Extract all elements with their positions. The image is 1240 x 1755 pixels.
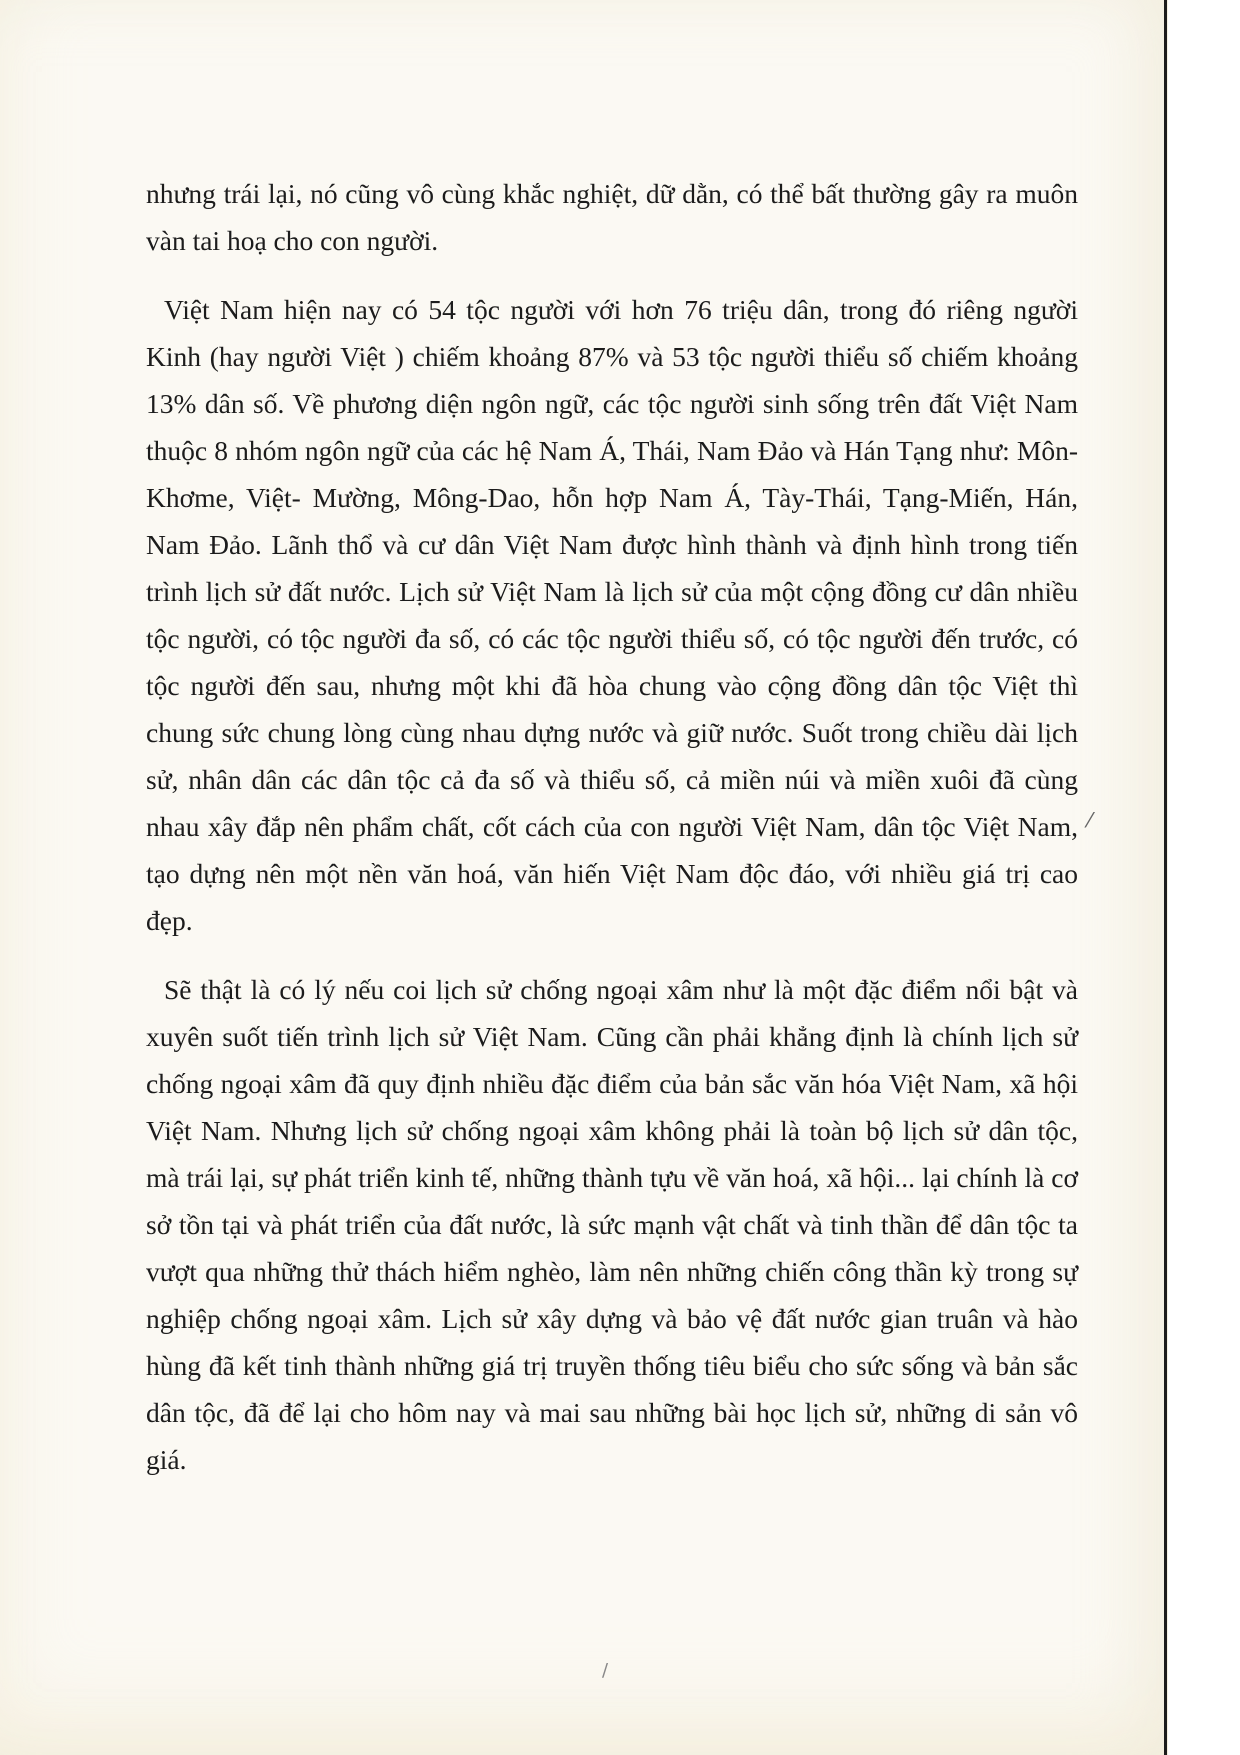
body-text	[146, 170, 1078, 1483]
paragraph-ethnic-groups: Việt Nam hiện nay có 54 tộc người với hơn 76 triệu dân, trong đó riêng người Kinh (hay người Việt ) chiếm khoảng 87% và 53 tộc người thiểu số chiếm khoảng 13% dân số. Về phương diện ngôn ngữ, các tộc người sinh sống trên đất Việt Nam thuộc 8 nhóm ngôn ngữ của các hệ Nam Á, Thái, Nam Đảo và Hán Tạng như: Môn- Khơme, Việt- Mường, Mông-Dao, hỗn hợp Nam Á, Tày-Thái, Tạng-Miến, Hán, Nam Đảo. Lãnh thổ và cư dân Việt Nam được hình thành và định hình trong tiến trình lịch sử đất nước. Lịch sử Việt Nam là lịch sử của một cộng đồng cư dân nhiều tộc người, có tộc người đa số, có các tộc người thiểu số, có tộc người đến trước, có tộc người đến sau, nhưng một khi đã hòa chung vào cộng đồng dân tộc Việt thì chung sức chung lòng cùng nhau dựng nước và giữ nước. Suốt trong chiều dài lịch sử, nhân dân các dân tộc cả đa số và thiểu số, cả miền núi và miền xuôi đã cùng nhau xây đắp nên phẩm chất, cốt cách của con người Việt Nam, dân tộc Việt Nam, tạo dựng nên một nền văn hoá, văn hiến Việt Nam độc đáo, với nhiều giá trị cao đẹp.	[146, 294, 1078, 936]
paragraph-continuation: nhưng trái lại, nó cũng vô cùng khắc nghiệt, dữ dằn, có thể bất thường gây ra muôn vàn tai hoạ cho con người.	[146, 178, 1078, 256]
scan-speck: /	[602, 1660, 609, 1681]
paragraph-history: Sẽ thật là có lý nếu coi lịch sử chống ngoại xâm như là một đặc điểm nổi bật và xuyên suốt tiến trình lịch sử Việt Nam. Cũng cần phải khẳng định là chính lịch sử chống ngoại xâm đã quy định nhiều đặc điểm của bản sắc văn hóa Việt Nam, xã hội Việt Nam. Nhưng lịch sử chống ngoại xâm không phải là toàn bộ lịch sử dân tộc, mà trái lại, sự phát triển kinh tế, những thành tựu về văn hoá, xã hội... lại chính là cơ sở tồn tại và phát triển của đất nước, là sức mạnh vật chất và tinh thần để dân tộc ta vượt qua những thử thách hiểm nghèo, làm nên những chiến công thần kỳ trong sự nghiệp chống ngoại xâm. Lịch sử xây dựng và bảo vệ đất nước gian truân và hào hùng đã kết tinh thành những giá trị truyền thống tiêu biểu cho sức sống và bản sắc dân tộc, đã để lại cho hôm nay và mai sau những bài học lịch sử, những di sản vô giá.	[146, 974, 1078, 1475]
page-edge-divider	[1164, 0, 1167, 1755]
scan-speck: ⁄	[1088, 808, 1092, 832]
